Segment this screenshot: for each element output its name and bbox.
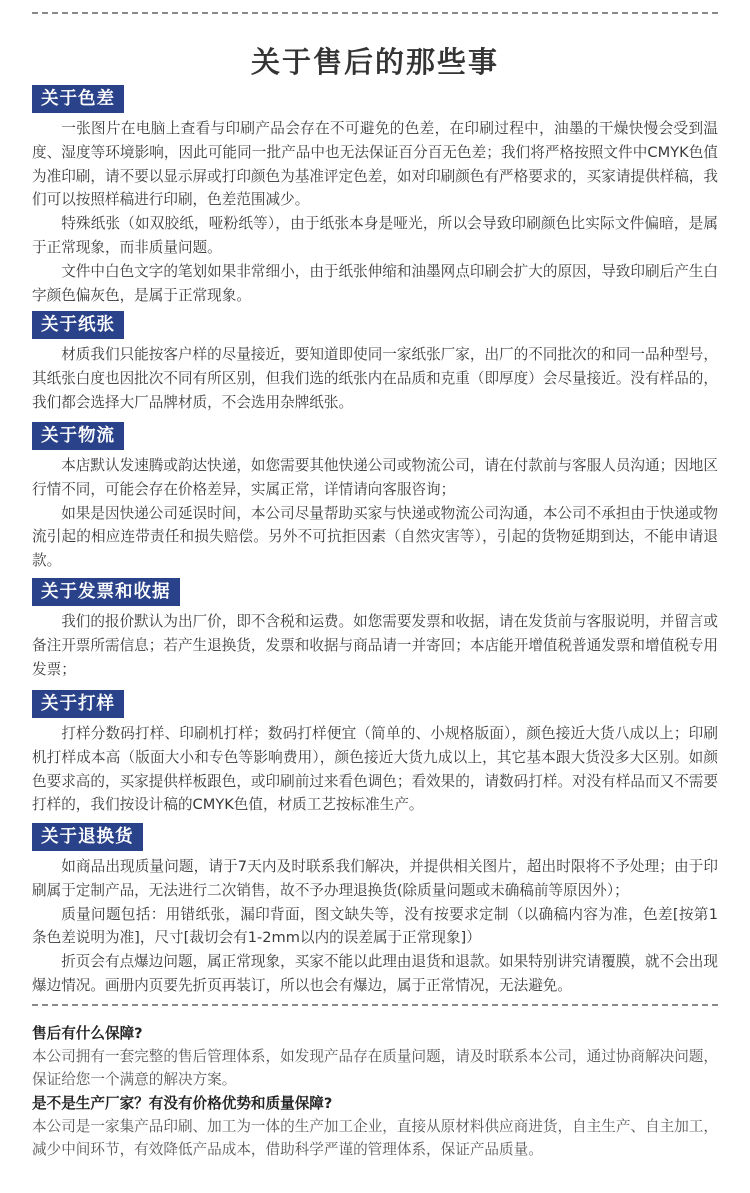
section-logistics — [32, 422, 718, 573]
paragraph: 特殊纸张（如双胶纸，哑粉纸等），由于纸张本身是哑光，所以会导致印刷颜色比实际文件偏暗，是属于正常现象，而非质量问题。 — [32, 215, 718, 256]
faq-question: 是不是生产厂家？有没有价格优势和质量保障? — [32, 1095, 333, 1112]
paragraph: 本店默认发速腾或韵达快递，如您需要其他快递公司或物流公司，请在付款前与客服人员沟通；因地区行情不同，可能会存在价格差异，实属正常，详情请向客服咨询； — [32, 457, 718, 498]
section-heading: 关于退换货 — [32, 823, 143, 851]
paragraph: 折页会有点爆边问题，属正常现象，买家不能以此理由退货和退款。如果特别讲究请覆膜，就不会出现爆边情况。画册内页要先折页再装订，所以也会有爆边，属于正常情况，无法避免。 — [32, 953, 718, 994]
section-paper — [32, 311, 718, 414]
section-returns — [32, 823, 718, 998]
faq-answer: 本公司是一家集产品印刷、加工为一体的生产加工企业，直接从原材料供应商进货，自主生产、自主加工，减少中间环节，有效降低产品成本，借助科学严谨的管理体系，保证产品质量。 — [32, 1118, 718, 1158]
paragraph: 如商品出现质量问题，请于7天内及时联系我们解决，并提供相关图片，超出时限将不予处理；由于印刷属于定制产品，无法进行二次销售，故不予办理退换货(除质量问题或未确稿前等原因外）； — [32, 858, 718, 899]
section-heading: 关于物流 — [32, 422, 124, 450]
section-invoice — [32, 578, 718, 681]
paragraph: 打样分数码打样、印刷机打样；数码打样便宜（简单的、小规格版面），颜色接近大货八成以上；印刷机打样成本高（版面大小和专色等影响费用），颜色接近大货九成以上，其它基本跟大货没多大区别。如颜色要求高的，买家提供样板跟色，或印刷前过来看色调色；看效果的，请数码打样。对没有样品而又不需要打样的，我们按设计稿的CMYK色值，材质工艺按标准生产。 — [32, 725, 718, 814]
section-color-difference — [32, 85, 718, 307]
faq-question: 售后有什么保障? — [32, 1025, 143, 1042]
paragraph: 一张图片在电脑上查看与印刷产品会存在不可避免的色差，在印刷过程中，油墨的干燥快慢会受到温度、湿度等环境影响，因此可能同一批产品中也无法保证百分百无色差；我们将严格按照文件中CMYK色值为准印刷，请不要以显示屏或打印颜色为基准评定色差，如对印刷颜色有严格要求的，买家请提供样稿，我们可以按照样稿进行印刷，色差范围减少。 — [32, 120, 718, 209]
paragraph: 质量问题包括：用错纸张，漏印背面，图文缺失等，没有按要求定制（以确稿内容为准，色差[按第1条色差说明为准]，尺寸[裁切会有1-2mm以内的误差属于正常现象]） — [32, 905, 718, 947]
paragraph: 如果是因快递公司延误时间，本公司尽量帮助买家与快递或物流公司沟通，本公司不承担由于快递或物流引起的相应连带责任和损失赔偿。另外不可抗拒因素（自然灾害等），引起的货物延期到达，不能申请退款。 — [32, 504, 718, 570]
paragraph: 材质我们只能按客户样的尽量接近，要知道即使同一家纸张厂家，出厂的不同批次的和同一品种型号，其纸张白度也因批次不同有所区别，但我们选的纸张内在品质和克重（即厚度）会尽量接近。没有样品的，我们都会选择大厂品牌材质，不会选用杂牌纸张。 — [32, 346, 718, 411]
faq-answer: 本公司拥有一套完整的售后管理体系，如发现产品存在质量问题，请及时联系本公司，通过协商解决问题，保证给您一个满意的解决方案。 — [32, 1048, 718, 1088]
section-heading: 关于打样 — [32, 690, 124, 718]
paragraph: 文件中白色文字的笔划如果非常细小，由于纸张伸缩和油墨网点印刷会扩大的原因，导致印刷后产生白字颜色偏灰色，是属于正常现象。 — [32, 262, 718, 304]
page-title: 关于售后的那些事 — [250, 45, 499, 79]
section-heading: 关于纸张 — [32, 311, 124, 339]
top-divider — [32, 12, 718, 14]
section-proofing — [32, 690, 718, 817]
middle-divider — [32, 1004, 718, 1006]
paragraph: 我们的报价默认为出厂价，即不含税和运费。如您需要发票和收据，请在发货前与客服说明，并留言或备注开票所需信息；若产生退换货，发票和收据与商品请一并寄回；本店能开增值税普通发票和增值税专用发票； — [32, 613, 718, 678]
section-heading: 关于色差 — [32, 85, 124, 113]
section-heading: 关于发票和收据 — [32, 578, 180, 606]
faq-block — [32, 1023, 718, 1161]
